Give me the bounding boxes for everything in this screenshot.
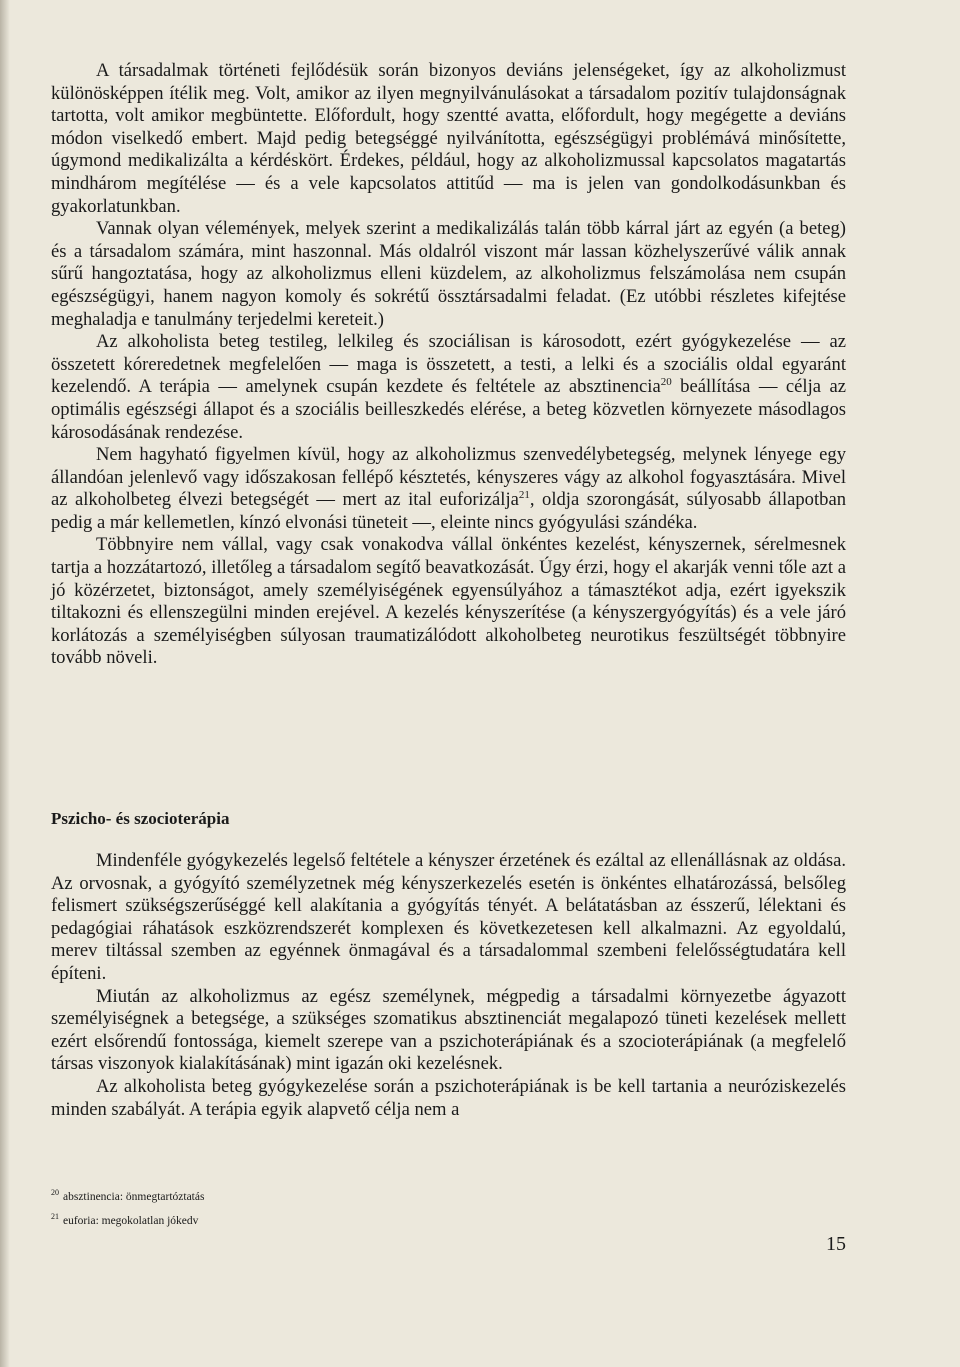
- section-heading: Pszicho- és szocioterápia: [51, 809, 230, 828]
- paragraph-4-text-b: , oldja szorongását, súlyosabb állapotban pedig a már kellemetlen, kínzó elvonási tüneteit —, eleinte nincs gyógyulási szándéka.: [51, 489, 846, 533]
- footnote-text: euforia: megokolatlan jókedv: [63, 1214, 199, 1227]
- footnote-20: [51, 1183, 551, 1207]
- footnote-ref-21: 21: [518, 489, 530, 502]
- paragraph-2: Vannak olyan vélemények, melyek szerint a medikalizálás talán több kárral járt az egyén (a beteg) és a társadalom számára, mint haszonnal. Más oldalról viszont már lassan közhelyszerűvé válik annak sűrű hangoztatása, hogy az alkoholizmus elleni küzdelem, az alkoholizmus felszámolása nem csupán egészségügyi, hanem nagyon komoly és sokrétű össztársadalmi feladat. (Ez utóbbi részletes kifejtése meghaladja e tanulmány terjedelmi kereteit.): [51, 218, 846, 330]
- footnote-text: absztinencia: önmegtartóztatás: [63, 1190, 205, 1203]
- paragraph-4: [51, 444, 846, 534]
- footnotes: [51, 1183, 551, 1231]
- paragraph-3: [51, 331, 846, 444]
- paragraph-3-text-a: Az alkoholista beteg testileg, lelkileg és szociálisan is károsodott, ezért gyógykezelése — az összetett kóreredetnek megfelelően — maga is összetett, a testi, a lelki és a szociális oldal egyaránt kezelendő. A terápia — amelynek csupán kezdete és feltétele az absztinencia: [51, 331, 846, 398]
- page-number: 15: [826, 1233, 846, 1255]
- page-edge-shadow: [0, 0, 10, 1367]
- section-2-text: [51, 850, 846, 1121]
- footnote-number: 21: [51, 1211, 59, 1221]
- paragraph-1: A társadalmak történeti fejlődésük során bizonyos deviáns jelenségeket, így az alkoholizmust különösképpen ítélik meg. Volt, amikor az ilyen megnyilvánulásokat a társadalom pozitív tulajdonságnak tartotta, volt amikor megbüntette. Előfordult, hogy szentté avatta, előfordult, hogy megégette a deviáns módon viselkedő embert. Majd pedig betegséggé nyilvánította, egészségügyi problémává minősítette, úgymond medikalizálta a kérdéskört. Érdekes, például, hogy az alkoholizmussal kapcsolatos magatartás mindhárom megítélése — és a vele kapcsolatos attitűd — ma is jelen van gondolkodásunkban és gyakorlatunkban.: [51, 60, 846, 217]
- section-2-paragraph-3: Az alkoholista beteg gyógykezelése során a pszichoterápiának is be kell tartania a neuróziskezelés minden szabályát. A terápia egyik alapvető célja nem a: [51, 1075, 846, 1120]
- footnote-ref-20: 20: [660, 376, 672, 389]
- footnote-number: 20: [51, 1188, 59, 1197]
- paragraph-5: Többnyire nem vállal, vagy csak vonakodva vállal önkéntes kezelést, kényszernek, sérelmesnek tartja a hozzátartozó, illetőleg a társadalom segítő beavatkozását. Úgy érzi, hogy el akarják venni tőle azt a jó közérzetet, biztonságot, amely személyiségének egyensúlyához a támasztékot adja, ezért igyekszik tiltakozni és ellenszegülni minden erejével. A kezelés kényszerítése (a kényszergyógyítás) és a vele járó korlátozás a személyiségben súlyosan traumatizálódott alkoholbeteg neurotikus feszültségét többnyire tovább növeli.: [51, 534, 846, 669]
- main-text: [51, 60, 846, 670]
- section-2-paragraph-2: Miután az alkoholizmus az egész személynek, mégpedig a társadalmi környezetbe ágyazott személyiségnek a betegsége, a szükséges szomatikus absztinenciát megalapozó tüneti kezelések mellett ezért elsőrendű fontossága, kiemelt szerepe van a pszichoterápiának és a szocioterápiának (a megfelelő társas viszonyok kialakításának) mint igazán oki kezelésnek.: [51, 985, 846, 1075]
- section-2-paragraph-1: Mindenféle gyógykezelés legelső feltétele a kényszer érzetének és ezáltal az ellenállásnak az oldása. Az orvosnak, a gyógyító személyzetnek még kényszerkezelés esetén is önkéntes elhatározássá, belsőleg felismert szükségszerűséggé kell alakítania a gyógyítás tényét. A belátatásban az ésszerű, lélektani és pedagógiai ráhatások eszközrendszerét komplexen és következetesen kell alkalmazni. Az egyoldalú, merev tiltással szemben az egyénnek önmagával és a társadalommal szembeni felelősségtudatára kell építeni.: [51, 850, 846, 984]
- paragraph-4-text-a: Nem hagyható figyelmen kívül, hogy az alkoholizmus szenvedélybetegség, melynek lényege egy állandóan jelenlevő vagy időszakosan fellépő késztetés, kényszeres vágy az alkohol fogyasztására. Mivel az alkoholbeteg élvezi betegségét — mert az ital euforizálja: [51, 444, 846, 511]
- paragraph-3-text-b: beállítása — célja az optimális egészségi állapot és a szociális beilleszkedés elérése, a beteg közvetlen környezete másodlagos károsodásának rendezése.: [51, 376, 846, 443]
- footnote-21: [51, 1207, 551, 1231]
